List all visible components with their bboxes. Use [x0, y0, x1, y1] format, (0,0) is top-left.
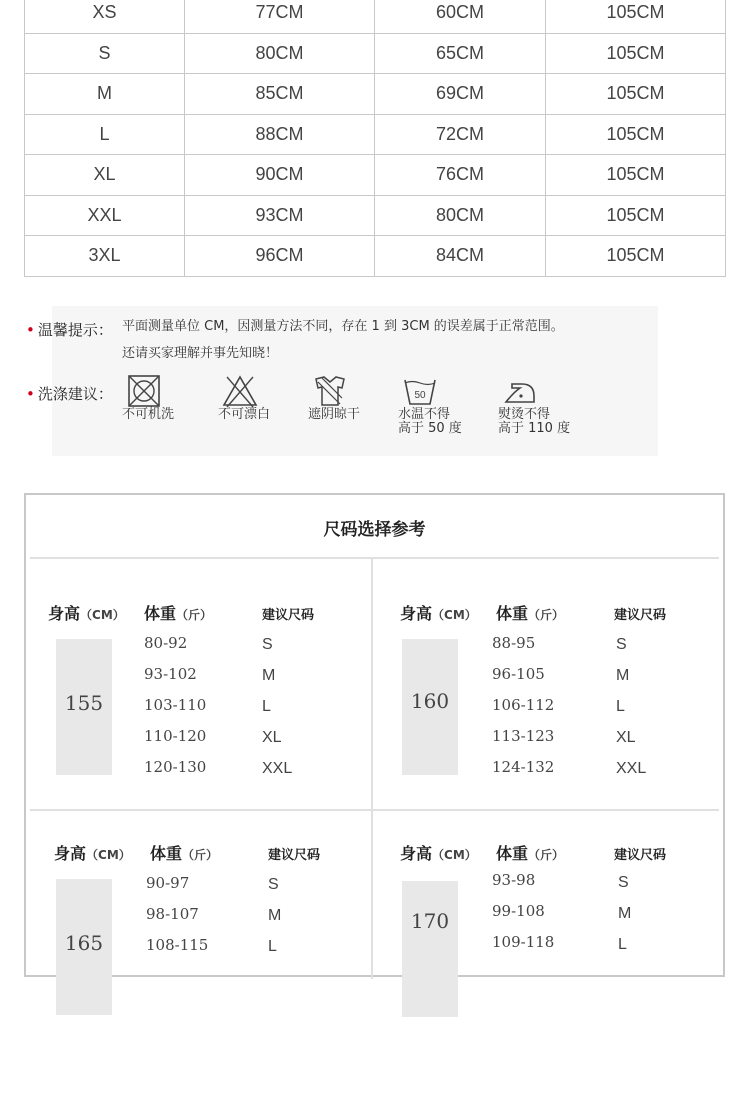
weight-value: 103-110	[144, 696, 207, 714]
bullet-icon: •	[26, 385, 35, 403]
size-chooser	[24, 493, 725, 977]
height-unit: （CM）	[432, 608, 477, 622]
size-value: M	[616, 667, 630, 684]
wash-caption-2: 高于 110 度	[498, 421, 571, 436]
size-value: L	[618, 936, 627, 953]
warm-tip-line-1: 平面测量单位 CM，因测量方法不同，存在 1 到 3CM 的误差属于正常范围。	[122, 319, 564, 334]
wash-tip-label-text: 洗涤建议：	[37, 385, 113, 403]
table-cell: 69CM	[375, 74, 546, 115]
no-machine-wash-icon	[126, 374, 162, 408]
size-list	[262, 636, 292, 791]
size-header: 建议尺码	[614, 608, 667, 623]
size-table	[24, 0, 726, 277]
table-cell: 105CM	[546, 114, 726, 155]
table-cell: 85CM	[185, 74, 375, 115]
table-cell: XL	[25, 155, 185, 196]
weight-value: 110-120	[144, 727, 207, 745]
table-cell: 93CM	[185, 195, 375, 236]
height-header	[54, 841, 131, 864]
table-cell: 65CM	[375, 33, 546, 74]
height-header	[400, 601, 477, 624]
size-value: L	[616, 698, 625, 715]
size-value: XL	[616, 729, 636, 746]
weight-list	[144, 634, 206, 789]
weight-list	[146, 874, 208, 967]
height-unit: （CM）	[80, 608, 125, 622]
table-cell: 84CM	[375, 236, 546, 277]
weight-unit: （斤）	[528, 608, 565, 622]
weight-header-text: 体重	[496, 604, 529, 623]
table-cell: 3XL	[25, 236, 185, 277]
wash-tip-label	[26, 383, 113, 404]
weight-value: 109-118	[492, 933, 555, 951]
table-cell: 72CM	[375, 114, 546, 155]
size-value: L	[262, 698, 271, 715]
weight-value: 88-95	[492, 634, 536, 652]
shade-dry-icon	[312, 374, 348, 408]
table-cell: XS	[25, 0, 185, 33]
size-value: S	[268, 876, 279, 893]
wash-item-water-temp	[398, 374, 462, 436]
tips-panel	[26, 306, 658, 456]
size-header: 建议尺码	[268, 848, 321, 863]
table-cell: 76CM	[375, 155, 546, 196]
weight-list	[492, 871, 554, 964]
table-row	[25, 74, 726, 115]
height-value: 155	[64, 691, 104, 715]
warm-tip-label-text: 温馨提示：	[37, 321, 113, 339]
wash-caption: 不可漂白	[218, 407, 271, 422]
weight-list	[492, 634, 554, 789]
wash-item-iron	[498, 374, 570, 436]
table-cell: 105CM	[546, 74, 726, 115]
water-temp-value: 50	[414, 390, 426, 401]
size-list	[618, 874, 631, 967]
size-block-170	[378, 841, 708, 1101]
iron-icon	[502, 374, 538, 408]
wash-caption: 不可机洗	[122, 407, 175, 422]
warm-tip-line-2: 还请买家理解并事先知晓！	[122, 346, 279, 361]
wash-caption: 熨烫不得	[498, 407, 551, 422]
height-value: 165	[64, 931, 104, 955]
weight-header	[150, 841, 218, 864]
chooser-title: 尺码选择参考	[323, 520, 426, 540]
table-cell: 105CM	[546, 0, 726, 33]
table-row	[25, 195, 726, 236]
water-temp-icon	[402, 374, 438, 408]
size-value: M	[618, 905, 632, 922]
size-value: XL	[262, 729, 282, 746]
size-header: 建议尺码	[614, 848, 667, 863]
size-list	[268, 876, 281, 969]
table-row	[25, 155, 726, 196]
weight-value: 113-123	[492, 727, 555, 745]
size-value: XXL	[262, 760, 293, 777]
size-block-160	[378, 601, 708, 861]
table-cell: 60CM	[375, 0, 546, 33]
weight-unit: （斤）	[176, 608, 213, 622]
size-value: S	[618, 874, 629, 891]
table-cell: L	[25, 114, 185, 155]
height-box	[402, 881, 458, 1017]
table-cell: 96CM	[185, 236, 375, 277]
wash-caption: 遮阴晾干	[308, 407, 361, 422]
height-value: 170	[410, 909, 450, 933]
weight-header	[496, 601, 564, 624]
table-row	[25, 236, 726, 277]
size-value: L	[268, 938, 277, 955]
table-cell: 77CM	[185, 0, 375, 33]
table-cell: XXL	[25, 195, 185, 236]
table-cell: 88CM	[185, 114, 375, 155]
size-list	[616, 636, 646, 791]
weight-header-text: 体重	[496, 844, 529, 863]
wash-item-no-machine-wash	[122, 374, 174, 422]
height-header	[48, 601, 125, 624]
weight-header	[496, 841, 564, 864]
table-row	[25, 33, 726, 74]
weight-header-text: 体重	[144, 604, 177, 623]
size-value: S	[262, 636, 273, 653]
weight-unit: （斤）	[182, 848, 219, 862]
height-header-text: 身高	[54, 844, 87, 863]
weight-value: 90-97	[146, 874, 190, 892]
weight-value: 93-102	[144, 665, 197, 683]
table-row	[25, 0, 726, 33]
weight-value: 80-92	[144, 634, 188, 652]
table-cell: 80CM	[185, 33, 375, 74]
height-header-text: 身高	[400, 844, 433, 863]
table-cell: 80CM	[375, 195, 546, 236]
weight-value: 108-115	[146, 936, 209, 954]
size-value: S	[616, 636, 627, 653]
height-value: 160	[410, 689, 450, 713]
table-cell: 105CM	[546, 236, 726, 277]
wash-item-no-bleach	[218, 374, 270, 422]
height-header-text: 身高	[400, 604, 433, 623]
size-value: M	[262, 667, 276, 684]
size-block-155	[26, 601, 356, 861]
bullet-icon: •	[26, 321, 35, 339]
height-unit: （CM）	[86, 848, 131, 862]
height-header-text: 身高	[48, 604, 81, 623]
weight-value: 96-105	[492, 665, 545, 683]
divider	[30, 557, 719, 559]
size-value: XXL	[616, 760, 647, 777]
no-bleach-icon	[222, 374, 258, 408]
weight-header-text: 体重	[150, 844, 183, 863]
size-header: 建议尺码	[262, 608, 315, 623]
table-cell: S	[25, 33, 185, 74]
weight-value: 106-112	[492, 696, 555, 714]
warm-tip-label	[26, 319, 113, 340]
divider	[371, 559, 373, 979]
table-row	[25, 114, 726, 155]
size-value: M	[268, 907, 282, 924]
table-cell: 105CM	[546, 195, 726, 236]
wash-caption: 水温不得	[398, 407, 451, 422]
weight-value: 93-98	[492, 871, 536, 889]
table-cell: 90CM	[185, 155, 375, 196]
table-cell: 105CM	[546, 155, 726, 196]
weight-value: 120-130	[144, 758, 207, 776]
weight-value: 99-108	[492, 902, 545, 920]
weight-unit: （斤）	[528, 848, 565, 862]
wash-item-shade-dry	[308, 374, 360, 422]
wash-caption-2: 高于 50 度	[398, 421, 462, 436]
table-cell: 105CM	[546, 33, 726, 74]
height-unit: （CM）	[432, 848, 477, 862]
table-cell: M	[25, 74, 185, 115]
weight-value: 124-132	[492, 758, 555, 776]
weight-header	[144, 601, 212, 624]
size-block-165	[26, 841, 356, 1101]
weight-value: 98-107	[146, 905, 199, 923]
height-header	[400, 841, 477, 864]
